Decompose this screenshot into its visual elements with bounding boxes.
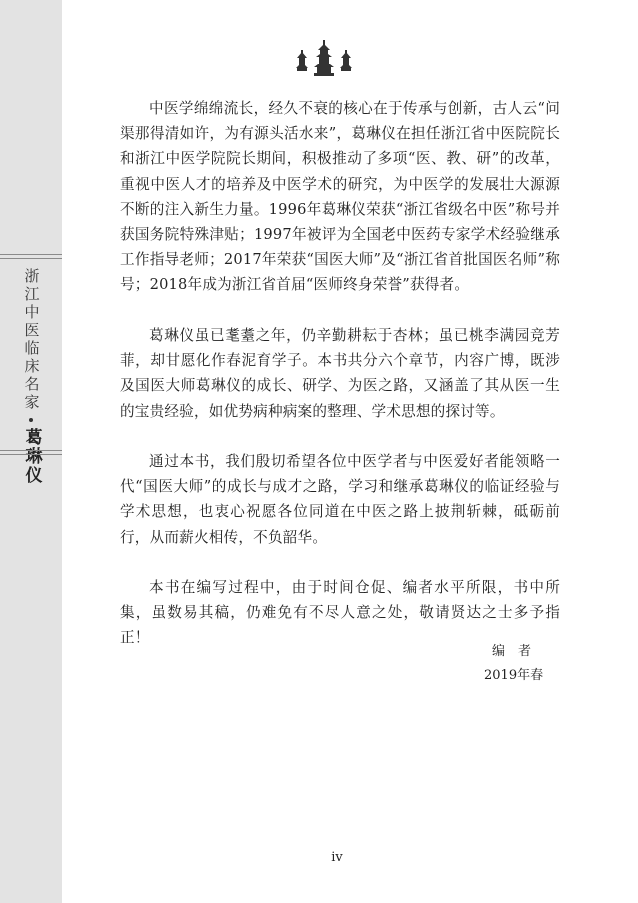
paragraph-1: 中医学绵绵流长，经久不衰的核心在于传承与创新，古人云“问渠那得清如许，为有源头活水来”，葛琳仪在担任浙江省中医院院长和浙江中医学院院长期间，积极推动了多项“医、教、研”的改革，重视中医人才的培养及中医学术的研究，为中医学的发展壮大源源不断的注入新生力量。1996年葛琳仪荣获“浙江省级名中医”称号并获国务院特殊津贴；1997年被评为全国老中医药专家学术经验继承工作指导老师；2017年荣获“国医大师”及“浙江省首批国医名师”称号；2018年成为浙江省首届“医师终身荣誉”获得者。 [120,100,560,294]
sidebar-label [0,268,62,485]
page-number: iv [331,850,343,865]
series-title: 浙江中医临床名家 [22,268,41,412]
sidebar-bottom-rule-2 [0,454,62,455]
pagoda-ornament-icon [292,38,356,78]
paragraph-4: 本书在编写过程中，由于时间仓促、编者水平所限，书中所集，虽数易其稿，仍难免有不尽人意之处，敬请贤达之士多予指正！ [120,579,560,647]
sidebar [0,0,62,903]
sidebar-top-rule-2 [0,258,62,259]
signature-date: 2019年春 [484,668,544,683]
paragraph-3: 通过本书，我们殷切希望各位中医学者与中医爱好者能领略一代“国医大师”的成长与成才之路，学习和继承葛琳仪的临证经验与学术思想，也衷心祝愿各位同道在中医之路上披荆斩棘，砥砺前行，从而薪火相传，不负韶华。 [120,453,560,546]
author-name: 葛琳仪 [21,428,42,485]
separator-dot [29,418,33,422]
signature-author: 编 者 [492,644,532,659]
paragraph-2: 葛琳仪虽已耄耋之年，仍辛勤耕耘于杏林；虽已桃李满园竞芳菲，却甘愿化作春泥育学子。本书共分六个章节，内容广博，既涉及国医大师葛琳仪的成长、研学、为医之路，又涵盖了其从医一生的宝贵经验，如优势病种病案的整理、学术思想的探讨等。 [120,327,560,420]
sidebar-top-rule [0,254,62,255]
sidebar-bottom-rule [0,450,62,451]
